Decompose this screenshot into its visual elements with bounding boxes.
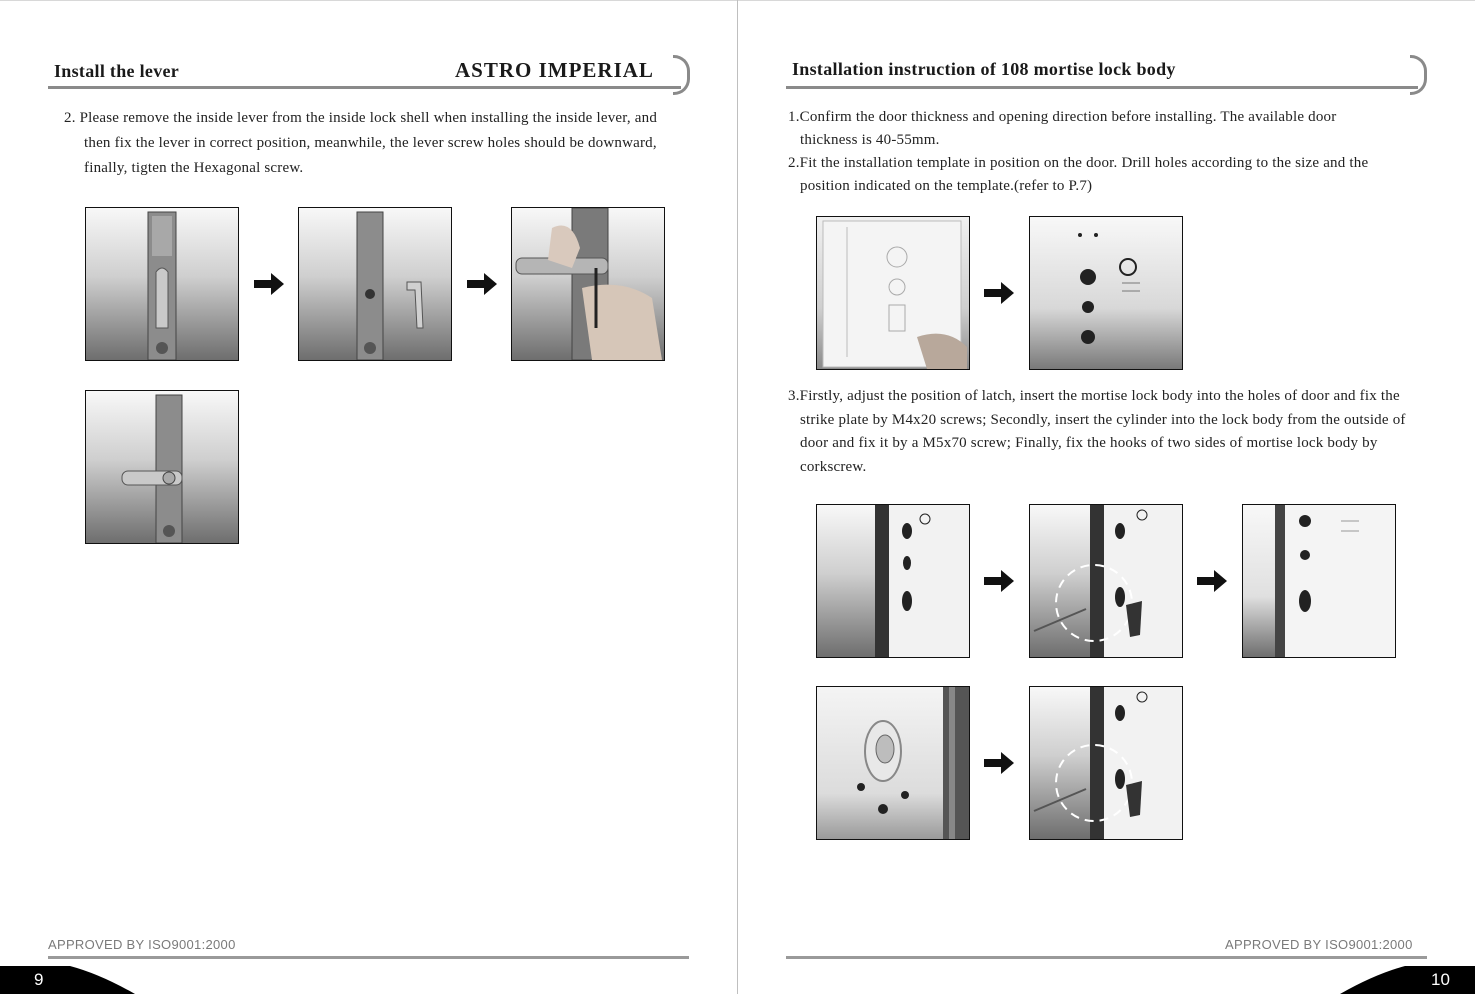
photo-lock-shell-lever xyxy=(85,207,239,361)
step-1-text: 1.Confirm the door thickness and opening direction before installing. The available door thickness is 40-55mm. xyxy=(788,109,1337,148)
header-rule xyxy=(786,86,1418,89)
page-number: 9 xyxy=(34,970,44,989)
arrow-right-icon xyxy=(984,752,1014,774)
arrow-right-icon xyxy=(1197,570,1227,592)
photo-lever-removed xyxy=(298,207,452,361)
arrow-right-icon xyxy=(984,570,1014,592)
instruction-text-bottom xyxy=(788,385,1428,479)
instruction-text xyxy=(64,106,666,181)
photo-tighten-screw xyxy=(511,207,665,361)
arrow-right-icon xyxy=(467,273,497,295)
step-2-text: 2.Fit the installation template in position on the door. Drill holes according to the size and the position indicated on the template.(refer to P.7) xyxy=(788,155,1369,194)
page-tab xyxy=(0,966,135,994)
photo-drilled-door xyxy=(1029,216,1183,370)
footer-approval: APPROVED BY ISO9001:2000 xyxy=(48,937,236,952)
photo-mortise-fitted xyxy=(1242,504,1396,658)
footer-rule xyxy=(48,956,689,959)
step-2-text: 2. Please remove the inside lever from the inside lock shell when installing the inside lever, and then fix the lever in correct position, meanwhile, the lever screw holes should be downward, finally, tigten the Hexagonal screw. xyxy=(64,110,658,176)
arrow-right-icon xyxy=(254,273,284,295)
arrow-right-icon xyxy=(984,282,1014,304)
photo-installation-template xyxy=(816,216,970,370)
header-curve xyxy=(1410,55,1427,95)
header-rule xyxy=(48,86,681,89)
header-curve xyxy=(673,55,690,95)
instruction-text-top xyxy=(788,106,1378,198)
brand-logo: ASTRO IMPERIAL xyxy=(455,58,654,82)
photo-mortise-insert xyxy=(816,504,970,658)
footer-approval: APPROVED BY ISO9001:2000 xyxy=(1225,937,1413,952)
photo-strike-plate-screws xyxy=(1029,504,1183,658)
photo-lever-installed xyxy=(85,390,239,544)
page-number: 10 xyxy=(1431,970,1450,989)
footer-rule xyxy=(786,956,1427,959)
section-title: Installation instruction of 108 mortise lock body xyxy=(792,59,1176,79)
photo-cylinder-screw xyxy=(1029,686,1183,840)
step-3-text: 3.Firstly, adjust the position of latch, insert the mortise lock body into the holes of door and fix the strike plate by M4x20 screws; Secondly, insert the cylinder into the lock body from the outside of door and fix it by a M5x70 screw; Finally, fix the hooks of two sides of mortise lock body by corkscrew. xyxy=(788,388,1406,475)
section-title: Install the lever xyxy=(54,61,180,81)
left-page xyxy=(0,0,737,994)
right-page xyxy=(738,0,1475,994)
photo-cylinder-outside xyxy=(816,686,970,840)
page-tab xyxy=(1340,966,1475,994)
